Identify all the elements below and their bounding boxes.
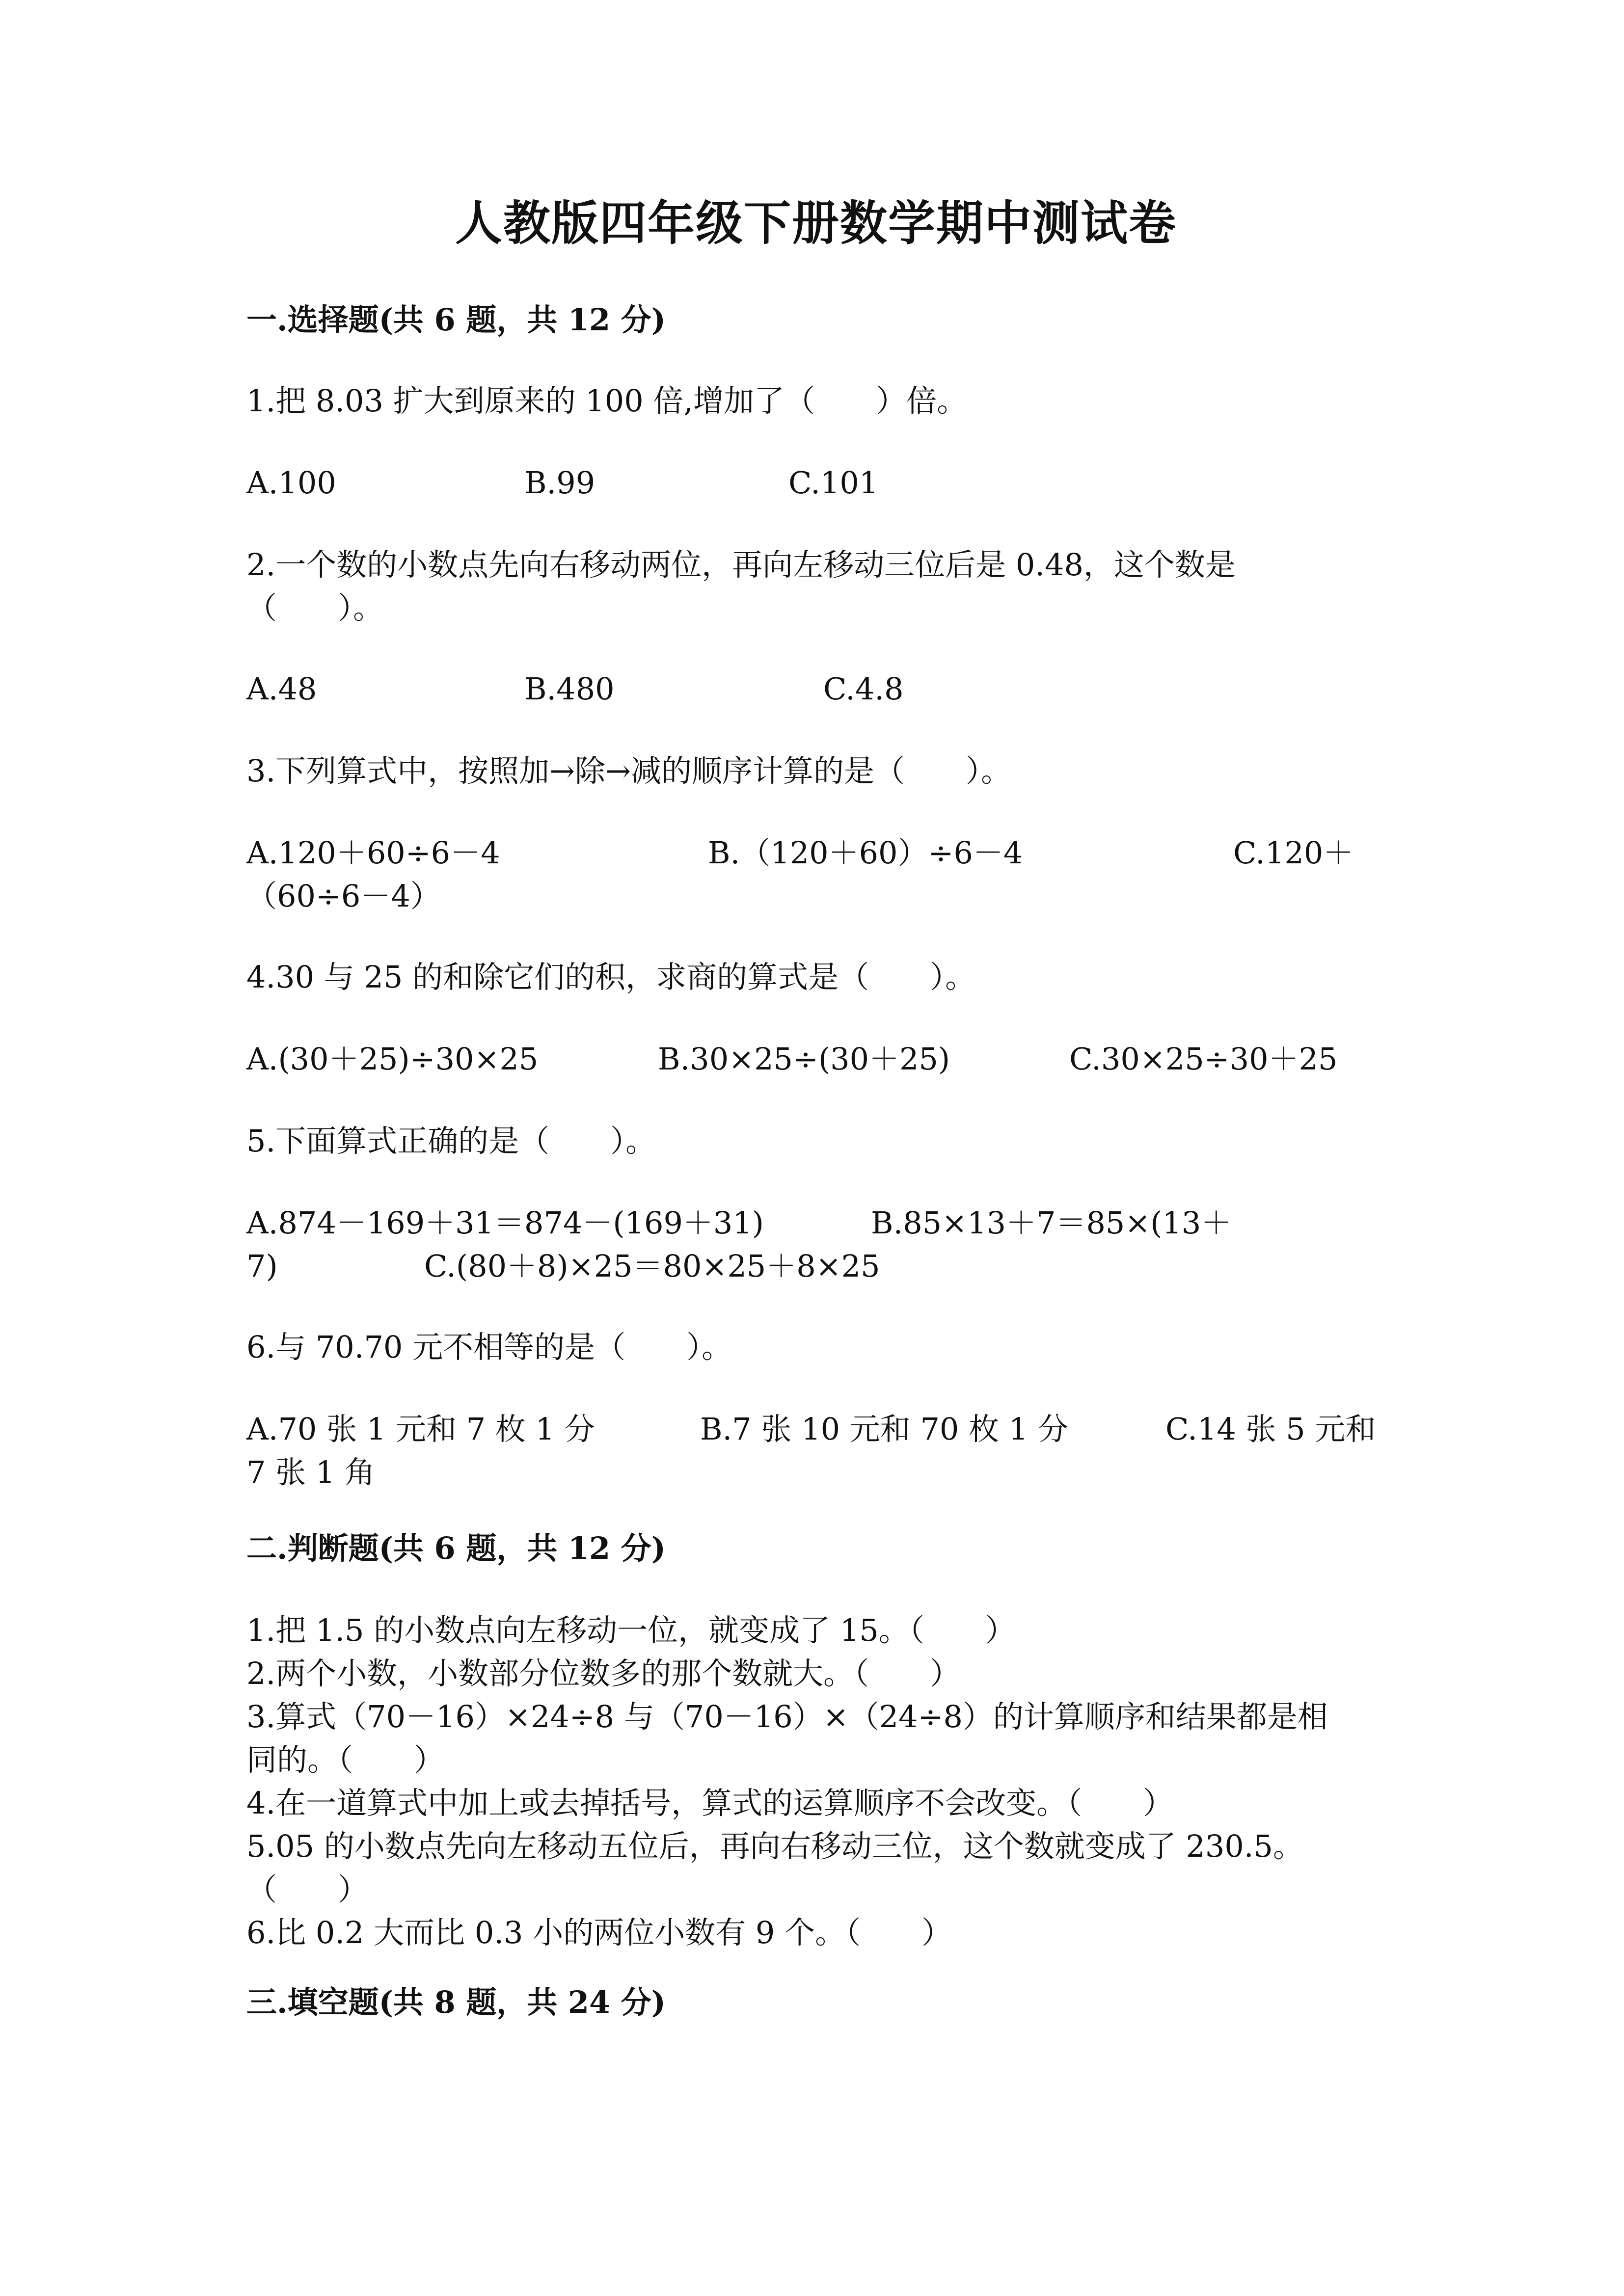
option-b-continued: 7): [246, 1248, 278, 1284]
judge-question: 3.算式（70－16）×24÷8 与（70－16）×（24÷8）的计算顺序和结果都是相: [246, 1699, 1328, 1735]
option-a: A.874－169＋31＝874－(169＋31): [246, 1205, 764, 1241]
option-a: A.70 张 1 元和 7 枚 1 分: [246, 1411, 595, 1447]
judge-question: 4.在一道算式中加上或去掉括号，算式的运算顺序不会改变。（ ）: [246, 1785, 1174, 1821]
option-c-continued: （60÷6－4）: [246, 878, 441, 914]
section-heading-fill: 三.填空题(共 8 题，共 24 分): [246, 1984, 666, 2020]
question-stem: 3.下列算式中，按照加→除→减的顺序计算的是（ ）。: [246, 753, 1012, 789]
judge-question-continued: （ ）: [246, 1871, 369, 1907]
judge-question: 6.比 0.2 大而比 0.3 小的两位小数有 9 个。（ ）: [246, 1915, 952, 1950]
page-title: 人教版四年级下册数学期中测试卷: [455, 195, 1177, 251]
option-c: C.(80＋8)×25＝80×25＋8×25: [424, 1248, 880, 1284]
option-b: B.（120＋60）÷6－4: [708, 835, 1023, 871]
judge-question-continued: 同的。（ ）: [246, 1742, 445, 1778]
question-stem: 1.把 8.03 扩大到原来的 100 倍,增加了（ ）倍。: [246, 383, 968, 419]
option-a: A.48: [246, 671, 317, 707]
option-a: A.100: [246, 465, 336, 501]
question-stem: 2.一个数的小数点先向右移动两位，再向左移动三位后是 0.48，这个数是: [246, 547, 1236, 583]
option-c-continued: 7 张 1 角: [246, 1454, 376, 1490]
section-heading-judge: 二.判断题(共 6 题，共 12 分): [246, 1530, 666, 1566]
option-c: C.120＋: [1233, 835, 1354, 871]
option-a: A.(30＋25)÷30×25: [246, 1041, 539, 1077]
question-stem: 5.下面算式正确的是（ ）。: [246, 1123, 656, 1159]
option-c: C.14 张 5 元和: [1165, 1411, 1376, 1447]
question-stem-continued: （ ）。: [246, 590, 384, 626]
judge-question: 1.把 1.5 的小数点向左移动一位，就变成了 15。（ ）: [246, 1612, 1016, 1648]
option-c: C.4.8: [823, 671, 904, 707]
judge-question: 2.两个小数，小数部分位数多的那个数就大。（ ）: [246, 1655, 961, 1691]
judge-question-list: [246, 1609, 1328, 1954]
option-b: B.7 张 10 元和 70 枚 1 分: [700, 1411, 1068, 1447]
option-b: B.480: [524, 671, 615, 707]
question-stem: 6.与 70.70 元不相等的是（ ）。: [246, 1329, 732, 1365]
option-b: B.99: [524, 465, 595, 501]
section-heading-choice: 一.选择题(共 6 题，共 12 分): [246, 302, 666, 338]
option-b: B.30×25÷(30＋25): [658, 1041, 950, 1077]
judge-question: 5.05 的小数点先向左移动五位后，再向右移动三位，这个数就变成了 230.5。: [246, 1828, 1303, 1864]
option-a: A.120＋60÷6－4: [246, 835, 500, 871]
option-b: B.85×13＋7＝85×(13＋: [871, 1205, 1232, 1241]
question-stem: 4.30 与 25 的和除它们的积，求商的算式是（ ）。: [246, 959, 976, 995]
option-c: C.30×25÷30＋25: [1069, 1041, 1338, 1077]
option-c: C.101: [788, 465, 879, 501]
